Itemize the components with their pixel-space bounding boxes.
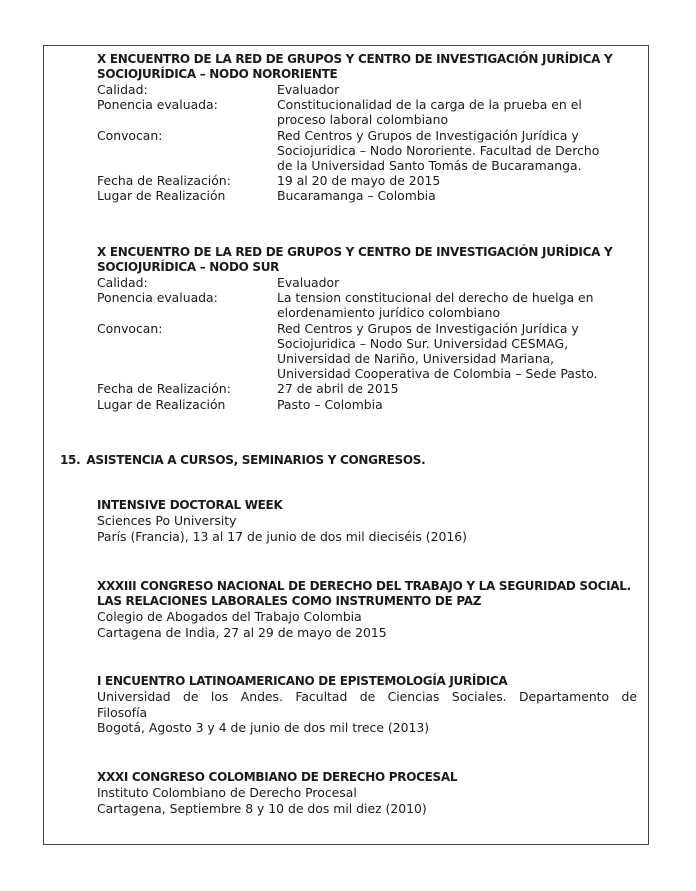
section-number: 15. xyxy=(60,453,81,467)
convocan-line: Sociojuridica – Nodo Nororiente. Facultad de Dercho xyxy=(277,142,600,158)
course-institution: Filosofía xyxy=(97,704,148,720)
convocan-line: de la Universidad Santo Tomás de Bucaramanga. xyxy=(277,158,582,174)
convocan-line: Sociojuridica – Nodo Sur. Universidad CESMAG, xyxy=(277,335,569,351)
convocan-row xyxy=(97,128,645,174)
calidad-label: Calidad: xyxy=(97,275,148,290)
course-title: XXXI CONGRESO COLOMBIANO DE DERECHO PROCESAL xyxy=(97,770,458,784)
course-place-date: Cartagena, Septiembre 8 y 10 de dos mil diez (2010) xyxy=(97,800,427,816)
event-title xyxy=(97,245,645,275)
fecha-row xyxy=(97,381,645,396)
convocan-label: Convocan: xyxy=(97,320,163,336)
lugar-label: Lugar de Realización xyxy=(97,188,226,204)
calidad-value: Evaluador xyxy=(277,82,340,97)
convocan-row xyxy=(97,321,645,382)
convocan-line: Red Centros y Grupos de Investigación Jurídica y xyxy=(277,320,579,336)
fecha-value: 27 de abril de 2015 xyxy=(277,381,399,397)
course-institution: Universidad de los Andes. Facultad de Ciencias Sociales. Departamento de xyxy=(97,689,637,704)
course-title: XXXIII CONGRESO NACIONAL DE DERECHO DEL TRABAJO Y LA SEGURIDAD SOCIAL. xyxy=(97,579,631,593)
course-title: LAS RELACIONES LABORALES COMO INSTRUMENTO DE PAZ xyxy=(97,594,482,608)
course-institution: Sciences Po University xyxy=(97,513,237,528)
event-title-line: SOCIOJURÍDICA – NODO NORORIENTE xyxy=(97,67,338,81)
lugar-value: Pasto – Colombia xyxy=(277,396,383,412)
fecha-label: Fecha de Realización: xyxy=(97,381,231,397)
convocan-value xyxy=(277,321,633,382)
calidad-row xyxy=(97,82,645,97)
ponencia-value xyxy=(277,97,633,127)
ponencia-row xyxy=(97,290,645,320)
lugar-row xyxy=(97,397,645,412)
ponencia-line: proceso laboral colombiano xyxy=(277,112,449,128)
course-title: I ENCUENTRO LATINOAMERICANO DE EPISTEMOLOGÍA JURÍDICA xyxy=(97,674,508,688)
lugar-row xyxy=(97,188,645,203)
course-place-date: Cartagena de India, 27 al 29 de mayo de 2015 xyxy=(97,624,387,640)
ponencia-label: Ponencia evaluada: xyxy=(97,290,218,306)
lugar-value: Bucaramanga – Colombia xyxy=(277,188,436,204)
event-entry-nororiente xyxy=(97,52,645,204)
fecha-row xyxy=(97,173,645,188)
event-title-line: X ENCUENTRO DE LA RED DE GRUPOS Y CENTRO DE INVESTIGACIÓN JURÍDICA Y xyxy=(97,245,613,259)
event-title xyxy=(97,52,645,82)
convocan-line: Universidad Cooperativa de Colombia – Sede Pasto. xyxy=(277,366,598,382)
lugar-label: Lugar de Realización xyxy=(97,396,226,412)
course-title: INTENSIVE DOCTORAL WEEK xyxy=(97,498,283,512)
ponencia-value xyxy=(277,290,633,320)
section-heading xyxy=(60,453,425,467)
convocan-value xyxy=(277,128,633,174)
calidad-row xyxy=(97,275,645,290)
calidad-value: Evaluador xyxy=(277,275,340,290)
convocan-label: Convocan: xyxy=(97,127,163,143)
event-entry-sur xyxy=(97,245,645,412)
event-title-line: SOCIOJURÍDICA – NODO SUR xyxy=(97,260,280,274)
course-entry xyxy=(97,579,645,640)
ponencia-row xyxy=(97,97,645,127)
ponencia-line: La tension constitucional del derecho de huelga en xyxy=(277,290,594,306)
ponencia-line: elordenamiento jurídico colombiano xyxy=(277,305,501,321)
ponencia-line: Constitucionalidad de la carga de la prueba en el xyxy=(277,97,582,113)
ponencia-label: Ponencia evaluada: xyxy=(97,97,218,113)
course-entry xyxy=(97,770,645,816)
calidad-label: Calidad: xyxy=(97,82,148,97)
course-place-date: París (Francia), 13 al 17 de junio de dos mil dieciséis (2016) xyxy=(97,528,467,544)
course-entry xyxy=(97,674,645,736)
event-title-line: X ENCUENTRO DE LA RED DE GRUPOS Y CENTRO DE INVESTIGACIÓN JURÍDICA Y xyxy=(97,52,613,66)
convocan-line: Red Centros y Grupos de Investigación Jurídica y xyxy=(277,127,579,143)
course-institution: Colegio de Abogados del Trabajo Colombia xyxy=(97,609,362,624)
fecha-label: Fecha de Realización: xyxy=(97,173,231,189)
convocan-line: Universidad de Nariño, Universidad Mariana, xyxy=(277,351,555,367)
section-title: ASISTENCIA A CURSOS, SEMINARIOS Y CONGRESOS. xyxy=(86,453,426,467)
course-place-date: Bogotá, Agosto 3 y 4 de junio de dos mil trece (2013) xyxy=(97,720,430,735)
fecha-value: 19 al 20 de mayo de 2015 xyxy=(277,173,441,189)
course-institution: Instituto Colombiano de Derecho Procesal xyxy=(97,785,357,800)
course-entry xyxy=(97,498,645,544)
